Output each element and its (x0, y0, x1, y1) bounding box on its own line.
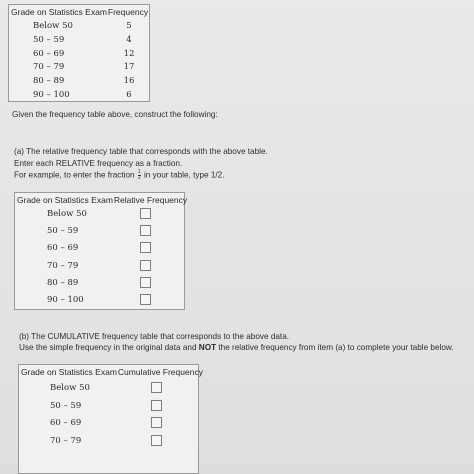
table-row (47, 277, 177, 291)
grade-range: 60 – 69 (33, 48, 65, 59)
frequency-value: 6 (126, 90, 132, 100)
table-row (50, 417, 190, 431)
grade-range: Below 50 (50, 383, 90, 393)
table-row (33, 21, 143, 33)
grade-range: Below 50 (47, 209, 87, 219)
grade-range: 70 – 79 (50, 435, 82, 446)
grade-range: 50 – 59 (50, 400, 82, 411)
cumulative-frequency-input[interactable] (151, 435, 162, 446)
grade-range: 60 – 69 (50, 418, 82, 428)
header-grade: Grade on Statistics Exam (11, 7, 107, 17)
part-b-line2 (19, 343, 454, 352)
table-row (33, 90, 143, 102)
relative-frequency-input[interactable] (140, 242, 151, 253)
table-row (47, 260, 177, 274)
table-row (47, 294, 177, 308)
intro-text: Given the frequency table above, construct the following: (12, 110, 218, 119)
part-a-line1: (a) The relative frequency table that corresponds with the above table. (14, 147, 268, 156)
frequency-table (8, 4, 150, 102)
header-grade: Grade on Statistics Exam (17, 195, 113, 205)
header-cumulative-frequency: Cumulative Frequency (117, 367, 203, 377)
relative-frequency-input[interactable] (140, 294, 151, 305)
table-row (47, 208, 177, 222)
part-a-line2: Enter each RELATIVE frequency as a fraction. (14, 159, 183, 168)
relative-frequency-table-header (15, 193, 188, 207)
frequency-value: 17 (123, 62, 135, 73)
table-row (50, 400, 190, 414)
header-grade: Grade on Statistics Exam (21, 367, 117, 377)
relative-frequency-input[interactable] (140, 225, 151, 236)
cumulative-frequency-input[interactable] (151, 382, 162, 393)
relative-frequency-table (14, 192, 188, 310)
table-row (33, 62, 143, 74)
fraction-numerator: 1 (137, 169, 141, 175)
table-row (33, 76, 143, 88)
table-row (47, 225, 177, 239)
grade-range: Below 50 (33, 21, 73, 31)
header-frequency: Frequency (107, 7, 149, 17)
cumulative-frequency-input[interactable] (151, 417, 162, 428)
header-relative-frequency: Relative Frequency (113, 195, 188, 205)
part-b-line2-after: the relative frequency from item (a) to complete your table below. (218, 343, 454, 352)
cumulative-frequency-table (18, 364, 203, 474)
part-a-line3-after: in your table, type 1/2. (143, 170, 225, 180)
part-b-line2-bold: NOT (198, 343, 217, 352)
grade-range: 80 – 89 (47, 277, 79, 288)
frequency-value: 5 (126, 21, 132, 31)
table-row (33, 35, 143, 47)
grade-range: 90 – 100 (47, 295, 84, 305)
grade-range: 70 – 79 (33, 62, 65, 73)
part-a-line3-before: For example, to enter the fraction (14, 170, 135, 180)
frequency-table-header (9, 5, 149, 19)
cumulative-frequency-table-header (19, 365, 203, 379)
grade-range: 50 – 59 (47, 226, 79, 237)
frequency-value: 16 (123, 76, 135, 87)
part-b-line2-before: Use the simple frequency in the original data and (19, 343, 197, 352)
grade-range: 70 – 79 (47, 260, 79, 271)
fraction-denominator: 2 (137, 175, 141, 181)
table-row (50, 435, 190, 449)
example-fraction (138, 170, 141, 181)
frequency-value: 12 (123, 48, 135, 59)
part-a-line3 (14, 170, 225, 181)
relative-frequency-input[interactable] (140, 277, 151, 288)
relative-frequency-input[interactable] (140, 208, 151, 219)
cumulative-frequency-input[interactable] (151, 400, 162, 411)
table-row (47, 242, 177, 256)
grade-range: 60 – 69 (47, 243, 79, 254)
table-row (33, 49, 143, 61)
grade-range: 50 – 59 (33, 34, 65, 45)
table-row (50, 382, 190, 396)
relative-frequency-input[interactable] (140, 260, 151, 271)
grade-range: 90 – 100 (33, 90, 70, 100)
frequency-value: 4 (126, 34, 132, 45)
part-b-line1: (b) The CUMULATIVE frequency table that corresponds to the above data. (19, 332, 290, 341)
grade-range: 80 – 89 (33, 76, 65, 87)
